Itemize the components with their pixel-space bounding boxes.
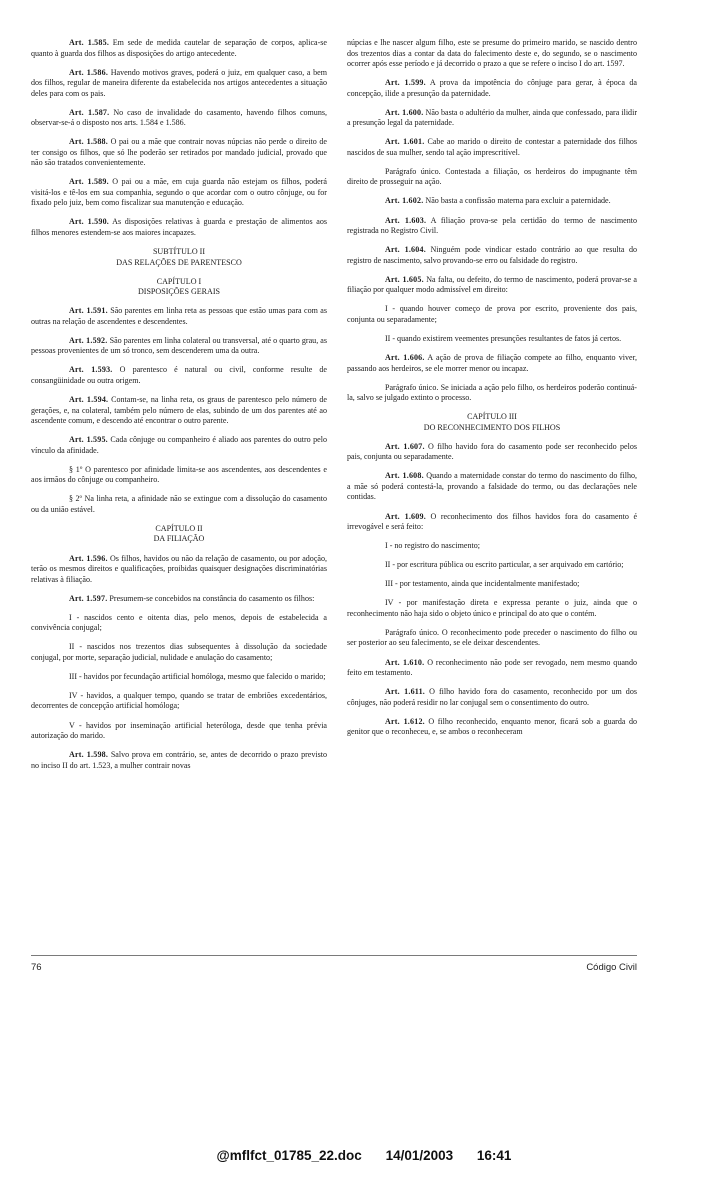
section-heading bbox=[31, 247, 327, 268]
article-number: Art. 1.590. bbox=[69, 217, 110, 227]
article-paragraph bbox=[31, 365, 327, 386]
clause-paragraph bbox=[347, 628, 637, 649]
paragraph-text: Parágrafo único. O reconhecimento pode preceder o nascimento do filho ou ser posterior ao seu falecimento, se ele deixar descendentes. bbox=[347, 627, 637, 648]
article-paragraph bbox=[347, 275, 637, 296]
paragraph-text: O pai ou a mãe, em cuja guarda não estejam os filhos, poderá visitá-los e tê-los em sua companhia, segundo o que acordar com o outro cônjuge, ou for fixado pelo juiz, bem como fiscalizar sua manutenção e educação. bbox=[31, 177, 327, 208]
paragraph-text: Cabe ao marido o direito de contestar a paternidade dos filhos nascidos de sua mulher, sendo tal ação imprescritível. bbox=[347, 137, 637, 157]
article-number: Art. 1.602. bbox=[385, 196, 424, 206]
continued-paragraph bbox=[347, 38, 637, 70]
heading-line: DA FILIAÇÃO bbox=[153, 534, 205, 544]
clause-paragraph bbox=[347, 560, 637, 571]
book-title: Código Civil bbox=[586, 962, 637, 973]
article-number: Art. 1.597. bbox=[69, 593, 108, 603]
paragraph-text: O parentesco é natural ou civil, conforme resulte de consangüinidade ou outra origem. bbox=[31, 365, 327, 385]
article-paragraph bbox=[31, 554, 327, 586]
article-paragraph bbox=[347, 658, 637, 679]
paragraph-text: Os filhos, havidos ou não da relação de casamento, ou por adoção, terão os mesmos direitos e qualificações, proibidas quaisquer designações discriminatórias relativas à filiação. bbox=[31, 553, 327, 584]
paragraph-text: Quando a maternidade constar do termo do nascimento do filho, a mãe só poderá contestá-la, provando a falsidade do termo, ou das declarações nele contidas. bbox=[347, 471, 637, 502]
clause-paragraph bbox=[347, 167, 637, 188]
heading-line: DO RECONHECIMENTO DOS FILHOS bbox=[423, 422, 561, 432]
article-number: Art. 1.596. bbox=[69, 553, 108, 563]
footer-divider bbox=[31, 955, 637, 956]
paragraph-text: O reconhecimento não pode ser revogado, nem mesmo quando feito em testamento. bbox=[347, 657, 637, 678]
article-paragraph bbox=[31, 38, 327, 59]
article-number: Art. 1.591. bbox=[69, 306, 108, 316]
paragraph-text: O filho havido fora do casamento, reconhecido por um dos cônjuges, não poderá residir no lar conjugal sem o consentimento do outro. bbox=[347, 687, 637, 707]
paragraph-text: núpcias e lhe nascer algum filho, este se presume do primeiro marido, se nascido dentro dos trezentos dias a contar da data do falecimento deste e, do segundo, se o nascimento ocorrer após esse período e já decorrido o prazo a que se refere o inciso I do art. 1597. bbox=[347, 38, 637, 68]
clause-paragraph bbox=[31, 691, 327, 712]
article-number: Art. 1.611. bbox=[385, 687, 426, 697]
stamp-filename: @mflfct_01785_22.doc bbox=[216, 1148, 362, 1163]
article-number: Art. 1.612. bbox=[385, 716, 425, 726]
paragraph-text: III - por testamento, ainda que incidentalmente manifestado; bbox=[385, 579, 580, 589]
section-heading bbox=[347, 412, 637, 433]
article-paragraph bbox=[347, 108, 637, 129]
paragraph-text: II - quando existirem veementes presunções resultantes de fatos já certos. bbox=[385, 333, 622, 343]
article-number: Art. 1.610. bbox=[385, 657, 425, 667]
two-column-body bbox=[31, 38, 637, 780]
article-number: Art. 1.601. bbox=[385, 137, 425, 147]
article-paragraph bbox=[347, 216, 637, 237]
paragraph-text: I - quando houver começo de prova por escrito, proveniente dos pais, conjunta ou separadamente; bbox=[347, 304, 637, 324]
clause-paragraph bbox=[31, 465, 327, 486]
article-paragraph bbox=[31, 594, 327, 605]
article-paragraph bbox=[31, 336, 327, 357]
article-number: Art. 1.594. bbox=[69, 395, 109, 405]
article-number: Art. 1.588. bbox=[69, 137, 108, 147]
heading-line: SUBTÍTULO II bbox=[152, 247, 206, 257]
paragraph-text: O pai ou a mãe que contrair novas núpcias não perde o direito de ter consigo os filhos, que só lhe poderão ser retirados por mandado judicial, provado que não são tratados convenientemente. bbox=[31, 137, 327, 168]
paragraph-text: § 1º O parentesco por afinidade limita-se aos ascendentes, aos descendentes e aos irmãos do cônjuge ou companheiro. bbox=[31, 464, 327, 485]
article-paragraph bbox=[347, 78, 637, 99]
heading-line: CAPÍTULO III bbox=[467, 412, 517, 422]
article-paragraph bbox=[347, 137, 637, 158]
article-paragraph bbox=[347, 512, 637, 533]
clause-paragraph bbox=[347, 334, 637, 345]
article-paragraph bbox=[31, 217, 327, 238]
article-number: Art. 1.592. bbox=[69, 335, 108, 345]
clause-paragraph bbox=[347, 598, 637, 619]
left-column bbox=[31, 38, 327, 780]
article-number: Art. 1.606. bbox=[385, 353, 425, 363]
article-number: Art. 1.609. bbox=[385, 511, 426, 521]
article-number: Art. 1.589. bbox=[69, 177, 109, 187]
article-paragraph bbox=[31, 68, 327, 100]
paragraph-text: O reconhecimento dos filhos havidos fora do casamento é irrevogável e será feito: bbox=[347, 511, 638, 531]
paragraph-text: II - nascidos nos trezentos dias subsequentes à dissolução da sociedade conjugal, por morte, separação judicial, nulidade e anulação do casamento; bbox=[31, 642, 327, 662]
clause-paragraph bbox=[347, 304, 637, 325]
paragraph-text: Não basta a confissão materna para excluir a paternidade. bbox=[423, 196, 611, 206]
article-paragraph bbox=[31, 750, 327, 771]
article-number: Art. 1.599. bbox=[385, 78, 426, 88]
article-paragraph bbox=[347, 245, 637, 266]
document-stamp bbox=[0, 1148, 728, 1163]
paragraph-text: V - havidos por inseminação artificial heteróloga, desde que tenha prévia autorização do marido. bbox=[31, 720, 327, 741]
paragraph-text: Na falta, ou defeito, do termo de nascimento, poderá provar-se a filiação por qualquer modo admissível em direito: bbox=[347, 274, 637, 295]
article-paragraph bbox=[347, 717, 637, 738]
paragraph-text: Parágrafo único. Contestada a filiação, os herdeiros do impugnante têm direito de prosseguir na ação. bbox=[347, 166, 637, 187]
paragraph-text: IV - por manifestação direta e expressa perante o juiz, ainda que o reconhecimento não haja sido o objeto único e principal do ato que o contém. bbox=[347, 598, 637, 618]
article-paragraph bbox=[347, 196, 637, 207]
clause-paragraph bbox=[31, 672, 327, 683]
paragraph-text: Ninguém pode vindicar estado contrário ao que resulta do registro de nascimento, salvo provando-se erro ou falsidade do registro. bbox=[347, 245, 638, 265]
clause-paragraph bbox=[347, 579, 637, 590]
clause-paragraph bbox=[31, 494, 327, 515]
article-number: Art. 1.608. bbox=[385, 471, 424, 481]
heading-line: DAS RELAÇÕES DE PARENTESCO bbox=[116, 257, 242, 267]
paragraph-text: São parentes em linha reta as pessoas que estão umas para com as outras na relação de ascendentes e descendentes. bbox=[31, 306, 328, 326]
paragraph-text: § 2º Na linha reta, a afinidade não se extingue com a dissolução do casamento ou da união estável. bbox=[31, 494, 327, 514]
section-heading bbox=[31, 524, 327, 545]
article-number: Art. 1.604. bbox=[385, 245, 426, 255]
article-paragraph bbox=[31, 137, 327, 169]
article-number: Art. 1.587. bbox=[69, 107, 110, 117]
clause-paragraph bbox=[31, 642, 327, 663]
clause-paragraph bbox=[31, 721, 327, 742]
article-number: Art. 1.607. bbox=[385, 441, 425, 451]
article-paragraph bbox=[31, 177, 327, 209]
article-paragraph bbox=[347, 442, 637, 463]
stamp-time: 16:41 bbox=[476, 1148, 512, 1163]
paragraph-text: O filho havido fora do casamento pode ser reconhecido pelos pais, conjunta ou separadamente. bbox=[347, 441, 637, 462]
stamp-date: 14/01/2003 bbox=[385, 1148, 454, 1163]
paragraph-text: A ação de prova de filiação compete ao filho, enquanto viver, passando aos herdeiros, se ele morrer menor ou incapaz. bbox=[347, 353, 637, 373]
article-number: Art. 1.605. bbox=[385, 274, 424, 284]
article-paragraph bbox=[347, 471, 637, 503]
paragraph-text: O filho reconhecido, enquanto menor, ficará sob a guarda do genitor que o reconheceu, e, se ambos o reconheceram bbox=[347, 716, 638, 737]
article-paragraph bbox=[31, 306, 327, 327]
article-paragraph bbox=[347, 353, 637, 374]
heading-line: CAPÍTULO II bbox=[155, 523, 203, 533]
paragraph-text: Salvo prova em contrário, se, antes de decorrido o prazo previsto no inciso II do art. 1.523, a mulher contrair novas bbox=[31, 750, 327, 770]
right-column bbox=[347, 38, 637, 780]
heading-line: CAPÍTULO I bbox=[156, 276, 202, 286]
paragraph-text: I - nascidos cento e oitenta dias, pelo menos, depois de estabelecida a convivência conjugal; bbox=[31, 612, 327, 633]
paragraph-text: I - no registro do nascimento; bbox=[385, 541, 480, 551]
paragraph-text: Cada cônjuge ou companheiro é aliado aos parentes do outro pelo vínculo da afinidade. bbox=[31, 435, 328, 455]
paragraph-text: A prova da impotência do cônjuge para gerar, à época da concepção, ilide a presunção da paternidade. bbox=[347, 78, 638, 98]
document-page bbox=[31, 38, 637, 978]
article-paragraph bbox=[31, 435, 327, 456]
paragraph-text: Presumem-se concebidos na constância do casamento os filhos: bbox=[107, 593, 315, 603]
heading-line: DISPOSIÇÕES GERAIS bbox=[137, 287, 221, 297]
paragraph-text: Havendo motivos graves, poderá o juiz, em qualquer caso, a bem dos filhos, regular de maneira diferente da estabelecida nos artigos antecedentes a situação deles para com os pais. bbox=[31, 67, 328, 98]
article-number: Art. 1.593. bbox=[69, 365, 113, 375]
paragraph-text: IV - havidos, a qualquer tempo, quando se tratar de embriões excedentários, decorrentes de concepção artificial homóloga; bbox=[31, 690, 327, 711]
paragraph-text: Parágrafo único. Se iniciada a ação pelo filho, os herdeiros poderão continuá-la, salvo se julgado extinto o processo. bbox=[347, 382, 637, 403]
paragraph-text: São parentes em linha colateral ou transversal, até o quarto grau, as pessoas provenientes de um só tronco, sem descenderem uma da outra. bbox=[31, 335, 328, 356]
article-paragraph bbox=[347, 687, 637, 708]
paragraph-text: II - por escritura pública ou escrito particular, a ser arquivado em cartório; bbox=[385, 560, 624, 570]
article-number: Art. 1.585. bbox=[69, 38, 110, 47]
article-paragraph bbox=[31, 108, 327, 129]
paragraph-text: A filiação prova-se pela certidão do termo de nascimento registrada no Registro Civil. bbox=[347, 215, 638, 236]
article-number: Art. 1.600. bbox=[385, 107, 424, 117]
page-number: 76 bbox=[31, 962, 42, 973]
clause-paragraph bbox=[347, 541, 637, 552]
paragraph-text: Contam-se, na linha reta, os graus de parentesco pelo número de gerações, e, na colateral, também pelo número de elas, subindo de um dos parentes até ao ascendente comum, e descendo até encontrar o outro parente. bbox=[31, 395, 328, 426]
paragraph-text: Em sede de medida cautelar de separação de corpos, aplica-se quanto à guarda dos filhos as disposições do artigo antecedente. bbox=[31, 38, 328, 58]
article-paragraph bbox=[31, 395, 327, 427]
paragraph-text: Não basta o adultério da mulher, ainda que confessado, para ilidir a presunção legal da paternidade. bbox=[347, 107, 637, 128]
section-heading bbox=[31, 277, 327, 298]
clause-paragraph bbox=[347, 383, 637, 404]
article-number: Art. 1.586. bbox=[69, 67, 109, 77]
article-number: Art. 1.603. bbox=[385, 215, 427, 225]
paragraph-text: No caso de invalidade do casamento, havendo filhos comuns, observar-se-á o disposto nos arts. 1.584 e 1.586. bbox=[31, 107, 327, 128]
paragraph-text: III - havidos por fecundação artificial homóloga, mesmo que falecido o marido; bbox=[69, 671, 326, 681]
article-number: Art. 1.598. bbox=[69, 750, 109, 760]
paragraph-text: As disposições relativas à guarda e prestação de alimentos aos filhos menores estendem-se aos maiores incapazes. bbox=[31, 217, 327, 237]
clause-paragraph bbox=[31, 613, 327, 634]
article-number: Art. 1.595. bbox=[69, 435, 108, 445]
